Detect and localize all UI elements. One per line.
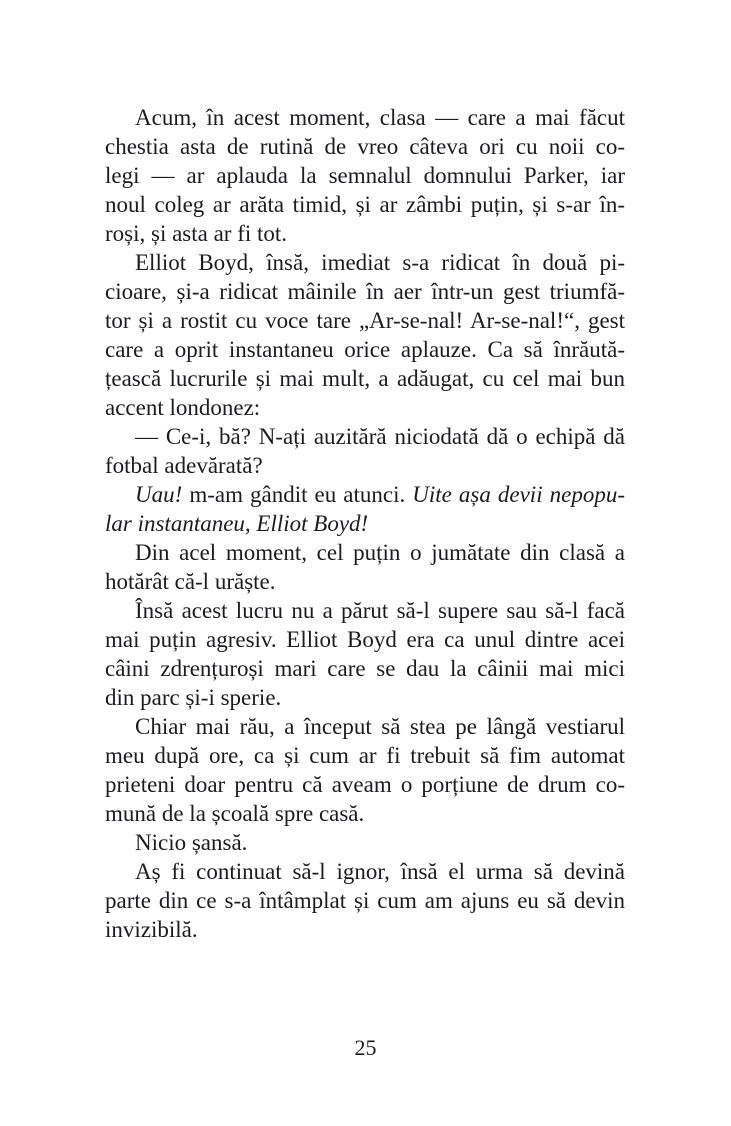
text-segment: m-am gândit eu atunci. bbox=[182, 482, 413, 507]
text-line bbox=[105, 596, 625, 625]
text-segment: Elliot Boyd, însă, imediat s-a ridicat în două pi- bbox=[135, 250, 625, 275]
text-segment: noul coleg ar arăta timid, și ar zâmbi puțin, și s-ar în- bbox=[105, 192, 625, 217]
text-line bbox=[105, 509, 625, 538]
paragraph bbox=[105, 538, 625, 596]
text-line bbox=[105, 248, 625, 277]
text-line bbox=[105, 654, 625, 683]
text-line bbox=[105, 770, 625, 799]
paragraph bbox=[105, 103, 625, 248]
paragraph bbox=[105, 480, 625, 538]
text-segment: Însă acest lucru nu a părut să-l supere sau să-l facă bbox=[135, 598, 625, 623]
text-line bbox=[105, 393, 625, 422]
text-segment: mună de la școală spre casă. bbox=[105, 801, 365, 826]
paragraph bbox=[105, 857, 625, 944]
text-line bbox=[105, 567, 625, 596]
text-line bbox=[105, 103, 625, 132]
body-text bbox=[105, 103, 625, 944]
page-number: 25 bbox=[354, 1035, 377, 1060]
text-line bbox=[105, 886, 625, 915]
text-line bbox=[105, 741, 625, 770]
text-segment: chestia asta de rutină de vreo câteva ori cu noii co- bbox=[105, 134, 625, 159]
paragraph bbox=[105, 596, 625, 712]
text-segment: hotărât că-l urăște. bbox=[105, 569, 276, 594]
text-segment: prieteni doar pentru că aveam o porțiune de drum co- bbox=[105, 772, 625, 797]
text-line bbox=[105, 190, 625, 219]
italic-text-segment: Uite așa devii nepopu- bbox=[412, 482, 625, 507]
text-line bbox=[105, 799, 625, 828]
text-line bbox=[105, 132, 625, 161]
text-line bbox=[105, 306, 625, 335]
text-line bbox=[105, 538, 625, 567]
text-segment: fotbal adevărată? bbox=[105, 453, 263, 478]
text-segment: cioare, și-a ridicat mâinile în aer într-un gest triumfă- bbox=[105, 279, 625, 304]
text-segment: invizibilă. bbox=[105, 917, 198, 942]
text-segment: țească lucrurile și mai mult, a adăugat, cu cel mai bun bbox=[105, 366, 625, 391]
text-line bbox=[105, 857, 625, 886]
text-line bbox=[105, 625, 625, 654]
text-line bbox=[105, 335, 625, 364]
text-line bbox=[105, 915, 625, 944]
text-segment: Din acel moment, cel puțin o jumătate din clasă a bbox=[135, 540, 625, 565]
text-line bbox=[105, 451, 625, 480]
text-segment: meu după ore, ca și cum ar fi trebuit să fim automat bbox=[105, 743, 625, 768]
text-segment: accent londonez: bbox=[105, 395, 261, 420]
text-segment: Aș fi continuat să-l ignor, însă el urma să devină bbox=[135, 859, 625, 884]
paragraph bbox=[105, 828, 625, 857]
italic-text-segment: lar instantaneu, Elliot Boyd! bbox=[105, 511, 369, 536]
text-segment: care a oprit instantaneu orice aplauze. Ca să înrăută- bbox=[105, 337, 625, 362]
text-segment: mai puțin agresiv. Elliot Boyd era ca unul dintre acei bbox=[105, 627, 625, 652]
text-segment: din parc și-i sperie. bbox=[105, 685, 282, 710]
text-segment: Chiar mai rău, a început să stea pe lângă vestiarul bbox=[135, 714, 625, 739]
text-line bbox=[105, 828, 625, 857]
text-line bbox=[105, 364, 625, 393]
text-segment: roși, și asta ar fi tot. bbox=[105, 221, 288, 246]
text-segment: câini zdrențuroși mari care se dau la câinii mai mici bbox=[105, 656, 625, 681]
text-line bbox=[105, 683, 625, 712]
text-line bbox=[105, 161, 625, 190]
paragraph bbox=[105, 712, 625, 828]
paragraph bbox=[105, 422, 625, 480]
text-line bbox=[105, 480, 625, 509]
text-line bbox=[105, 422, 625, 451]
text-segment: parte din ce s-a întâmplat și cum am ajuns eu să devin bbox=[105, 888, 625, 913]
text-line bbox=[105, 219, 625, 248]
italic-text-segment: Uau! bbox=[135, 482, 183, 507]
text-segment: legi — ar aplauda la semnalul domnului Parker, iar bbox=[105, 163, 625, 188]
text-line bbox=[105, 712, 625, 741]
paragraph bbox=[105, 248, 625, 422]
text-segment: tor și a rostit cu voce tare „Ar-se-nal! Ar-se-nal!“, gest bbox=[105, 308, 625, 333]
text-segment: Nicio șansă. bbox=[135, 830, 248, 855]
text-segment: Acum, în acest moment, clasa — care a mai făcut bbox=[135, 105, 625, 130]
text-segment: — Ce-i, bă? N-ați auzitără niciodată dă o echipă dă bbox=[135, 424, 625, 449]
text-line bbox=[105, 277, 625, 306]
